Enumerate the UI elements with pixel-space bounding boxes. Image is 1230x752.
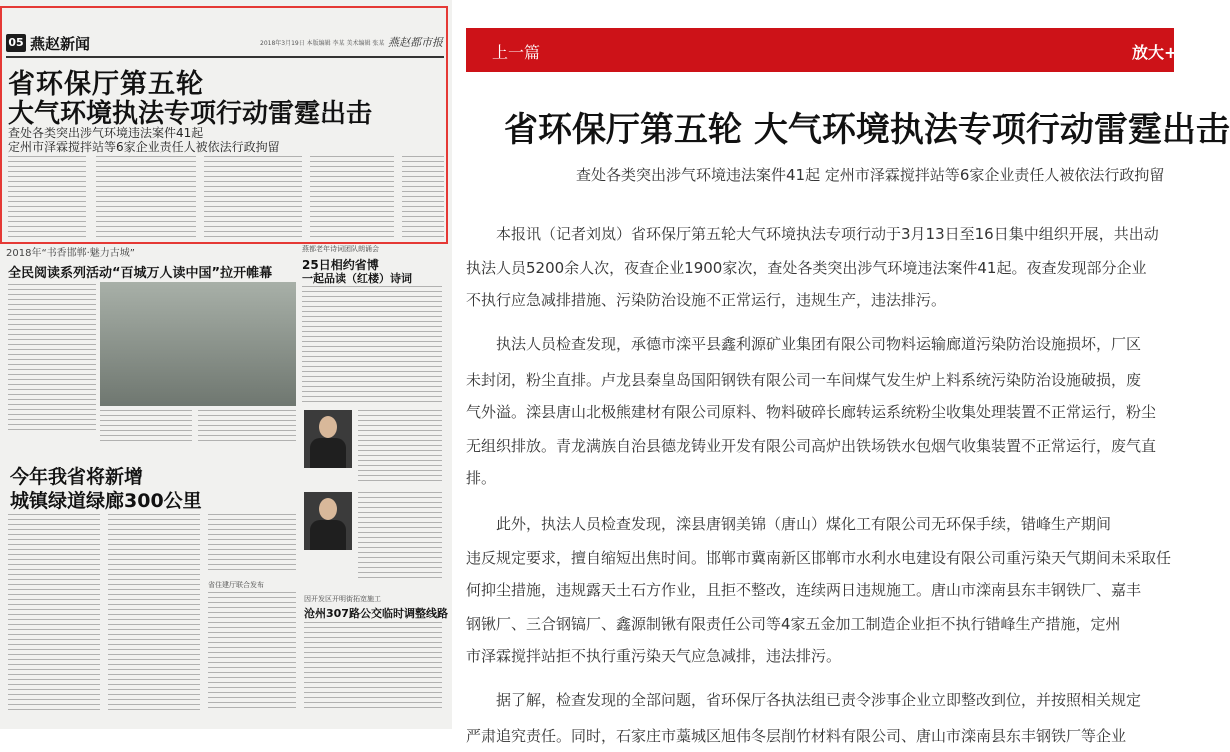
paragraph-line: 违反规定要求，擅自缩短出焦时间。邯郸市冀南新区邯郸市水利水电建设有限公司重污染天气期间未采取任 [466, 549, 1172, 567]
story2-column-text [198, 410, 296, 444]
poetry-event-title2[interactable]: 一起品读（红楼）诗词 [302, 272, 412, 285]
paragraph-line: 市泽霖搅拌站拒不执行重污染天气应急减排，违法排污。 [466, 647, 842, 665]
paragraph-line: 气外溢。滦县唐山北极熊建材有限公司原料、物料破碎长廊转运系统粉尘收集处理装置不正常运行，粉尘 [466, 403, 1157, 421]
article-toolbar [466, 28, 1178, 72]
bus-route-text [304, 622, 442, 710]
article-content [466, 72, 1230, 745]
zoom-in-button[interactable]: 放大+ [1132, 43, 1178, 62]
story3-column-text [208, 514, 296, 574]
story3-side-label: 省住建厅联合发布 [208, 581, 264, 589]
paragraph-line: 未封闭，粉尘直排。卢龙县秦皇岛国阳钢铁有限公司一车间煤气发生炉上料系统污染防治设施破损，废 [466, 371, 1142, 389]
story3-title-line2[interactable]: 城镇绿道绿廊300公里 [10, 490, 202, 512]
poetry-event-title1[interactable]: 25日相约省博 [302, 258, 379, 272]
lead-subhead-line1: 查处各类突出涉气环境违法案件41起 [8, 126, 204, 140]
bus-route-label: 因开发区开明街拓宽施工 [304, 595, 381, 603]
previous-article-button[interactable]: 上一篇 [492, 43, 541, 62]
story2-column-text [100, 410, 192, 444]
section-name: 燕赵新闻 [30, 35, 91, 53]
poet-bio-text [358, 492, 442, 580]
poet-portrait-photo [304, 410, 352, 468]
reading-event-photo [100, 282, 296, 406]
page-number: 05 [6, 34, 26, 52]
paragraph-line: 钢锹厂、三合钢镐厂、鑫源制锹有限责任公司等4家五金加工制造企业拒不执行错峰生产措施，定州 [466, 615, 1121, 633]
story2-column-text [8, 284, 96, 434]
story2-title[interactable]: 全民阅读系列活动“百城万人读中国”拉开帷幕 [8, 266, 273, 281]
poetry-event-label: 燕都老年诗词团队朗诵会 [302, 245, 379, 253]
poet-portrait-photo [304, 492, 352, 550]
masthead-logo: 燕赵都市报 [388, 36, 443, 49]
paragraph-line: 执法人员检查发现，承德市滦平县鑫利源矿业集团有限公司物料运输廊道污染防治设施损坏，厂区 [466, 335, 1142, 353]
paragraph-line: 何抑尘措施，违规露天土石方作业，且拒不整改，连续两日违规施工。唐山市滦南县东丰钢铁厂、嘉丰 [466, 581, 1142, 599]
bus-route-title[interactable]: 沧州307路公交临时调整线路 [304, 607, 448, 620]
lead-headline-line1: 省环保厅第五轮 [8, 69, 204, 100]
lead-headline-line2: 大气环境执法专项行动雷霆出击 [8, 99, 373, 129]
article-title: 省环保厅第五轮 大气环境执法专项行动雷霆出击 [504, 110, 1230, 150]
story3-column-text [8, 514, 100, 710]
selected-article-highlight[interactable] [0, 6, 448, 244]
paragraph-line: 本报讯（记者刘岚）省环保厅第五轮大气环境执法专项行动于3月13日至16日集中组织开展，共出动 [466, 225, 1159, 243]
paragraph-line: 严肃追究责任。同时，石家庄市藁城区旭伟冬层削竹材料有限公司、唐山市滦南县东丰钢铁厂等企业 [466, 727, 1127, 745]
story2-label: 2018年“书香邯郸·魅力古城” [6, 248, 135, 259]
paragraph-line: 执法人员5200余人次，夜查企业1900家次，查处各类突出涉气环境违法案件41起。夜查发现部分企业 [466, 259, 1147, 277]
page-date-line: 2018年3月19日 本版编辑 李某 美术编辑 张某 [260, 40, 385, 47]
newspaper-page-image[interactable] [0, 0, 452, 729]
paragraph-line: 此外，执法人员检查发现，滦县唐钢美锦（唐山）煤化工有限公司无环保手续，错峰生产期间 [466, 515, 1112, 533]
story3-column-text [208, 592, 296, 710]
poetry-column-text [302, 286, 442, 404]
paragraph-line: 无组织排放。青龙满族自治县德龙铸业开发有限公司高炉出铁场铁水包烟气收集装置不正常运行，废气直 [466, 437, 1157, 455]
story3-column-text [108, 514, 200, 710]
article-subtitle: 查处各类突出涉气环境违法案件41起 定州市泽霖搅拌站等6家企业责任人被依法行政拘留 [576, 166, 1165, 184]
poet-bio-text [358, 410, 442, 484]
lead-subhead-line2: 定州市泽霖搅拌站等6家企业责任人被依法行政拘留 [8, 140, 280, 154]
paragraph-line: 不执行应急减排措施、污染防治设施不正常运行，违规生产，违法排污。 [466, 291, 947, 309]
paragraph-line: 据了解，检查发现的全部问题，省环保厅各执法组已责令涉事企业立即整改到位，并按照相关规定 [466, 691, 1142, 709]
story3-title-line1[interactable]: 今年我省将新增 [10, 466, 144, 488]
paragraph-line: 排。 [466, 469, 497, 487]
